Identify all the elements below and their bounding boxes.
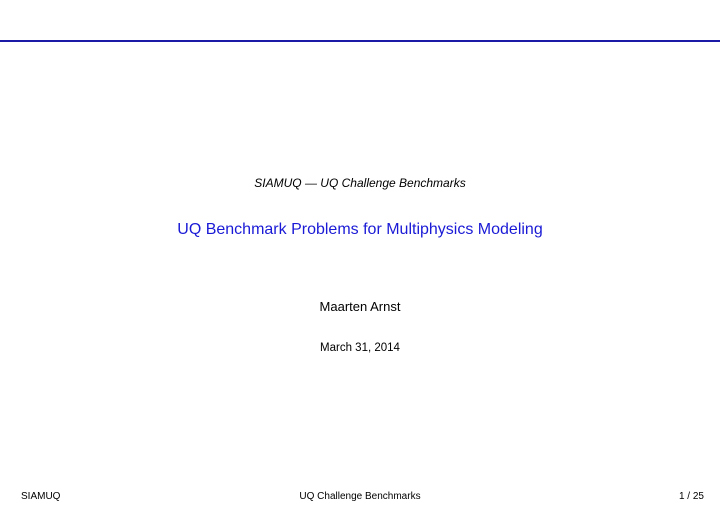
footer-page-number: 1 / 25 (678, 491, 704, 502)
slide-title: UQ Benchmark Problems for Multiphysics Modeling (177, 221, 543, 238)
footer-short-title: SIAMUQ (21, 491, 61, 502)
footer-title: UQ Challenge Benchmarks (299, 491, 421, 502)
slide-date: March 31, 2014 (320, 342, 400, 354)
slide-author: Maarten Arnst (319, 299, 401, 314)
header-rule (0, 40, 720, 42)
slide-footer (0, 491, 720, 505)
slide-subtitle: SIAMUQ — UQ Challenge Benchmarks (254, 176, 466, 190)
